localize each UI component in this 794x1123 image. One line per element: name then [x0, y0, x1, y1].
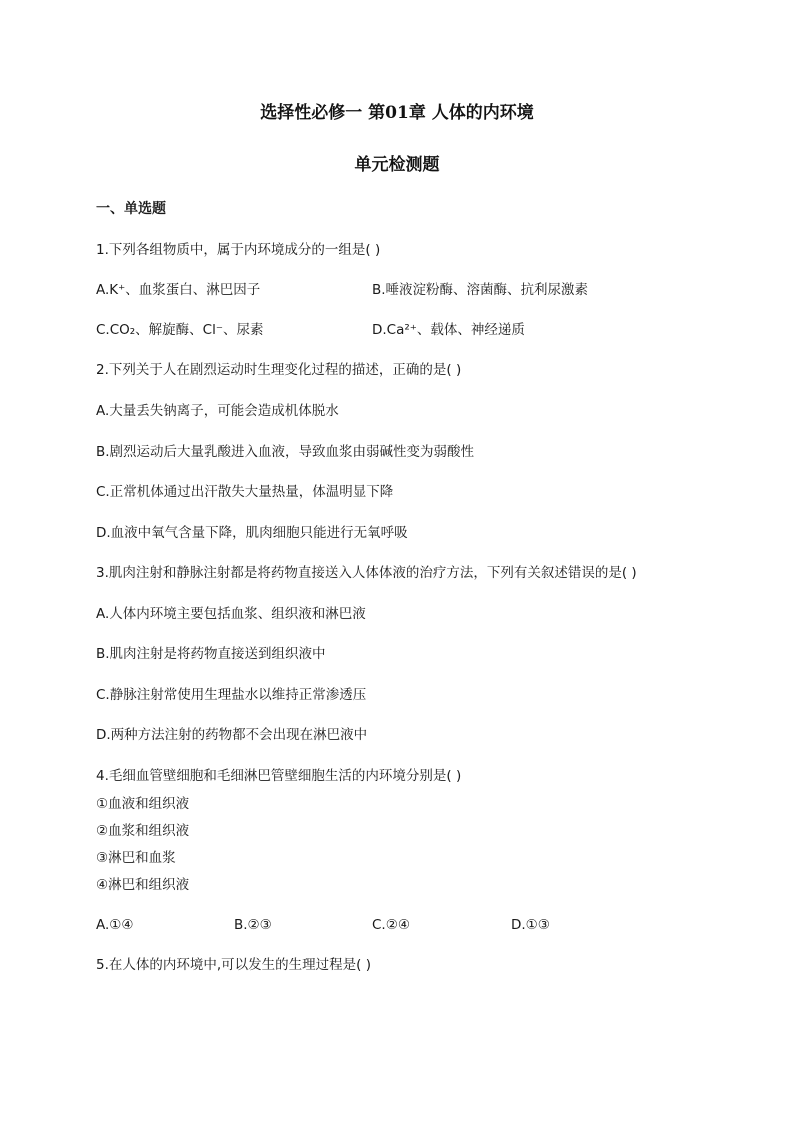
question-2-option-a: A.大量丢失钠离子，可能会造成机体脱水: [96, 403, 339, 419]
question-3-option-d: D.两种方法注射的药物都不会出现在淋巴液中: [96, 727, 368, 743]
question-4-option-a: A.①④: [96, 917, 134, 933]
question-2-option-c: C.正常机体通过出汗散失大量热量，体温明显下降: [96, 484, 394, 500]
question-4-option-d: D.①③: [511, 917, 550, 933]
question-1-option-d: D.Ca²⁺、载体、神经递质: [372, 322, 525, 338]
question-3-option-a: A.人体内环境主要包括血浆、组织液和淋巴液: [96, 606, 366, 622]
question-4-option-b: B.②③: [234, 917, 272, 933]
question-5-stem: 5.在人体的内环境中,可以发生的生理过程是( ): [96, 957, 371, 973]
question-3-stem: 3.肌肉注射和静脉注射都是将药物直接送入人体体液的治疗方法，下列有关叙述错误的是( ): [96, 565, 637, 581]
section-heading: 一、单选题: [96, 201, 166, 217]
question-3-option-b: B.肌肉注射是将药物直接送到组织液中: [96, 646, 326, 662]
question-1-option-a: A.K⁺、血浆蛋白、淋巴因子: [96, 282, 261, 298]
question-4-item-4: ④淋巴和组织液: [96, 877, 190, 893]
question-1-stem: 1.下列各组物质中，属于内环境成分的一组是( ): [96, 242, 381, 258]
document-subtitle: 单元检测题: [354, 155, 440, 175]
question-2-stem: 2.下列关于人在剧烈运动时生理变化过程的描述，正确的是( ): [96, 362, 462, 378]
question-4-option-c: C.②④: [372, 917, 410, 933]
question-4-item-1: ①血液和组织液: [96, 796, 190, 812]
question-3-option-c: C.静脉注射常使用生理盐水以维持正常渗透压: [96, 687, 367, 703]
question-4-stem: 4.毛细血管壁细胞和毛细淋巴管壁细胞生活的内环境分别是( ): [96, 768, 462, 784]
question-2-option-b: B.剧烈运动后大量乳酸进入血液，导致血浆由弱碱性变为弱酸性: [96, 444, 475, 460]
question-2-option-d: D.血液中氧气含量下降，肌肉细胞只能进行无氧呼吸: [96, 525, 408, 541]
question-1-option-b: B.唾液淀粉酶、溶菌酶、抗利尿激素: [372, 282, 589, 298]
document-title: 选择性必修一 第01章 人体的内环境: [260, 103, 534, 123]
question-1-option-c: C.CO₂、解旋酶、Cl⁻、尿素: [96, 322, 264, 338]
question-4-item-2: ②血浆和组织液: [96, 823, 190, 839]
question-4-item-3: ③淋巴和血浆: [96, 850, 176, 866]
